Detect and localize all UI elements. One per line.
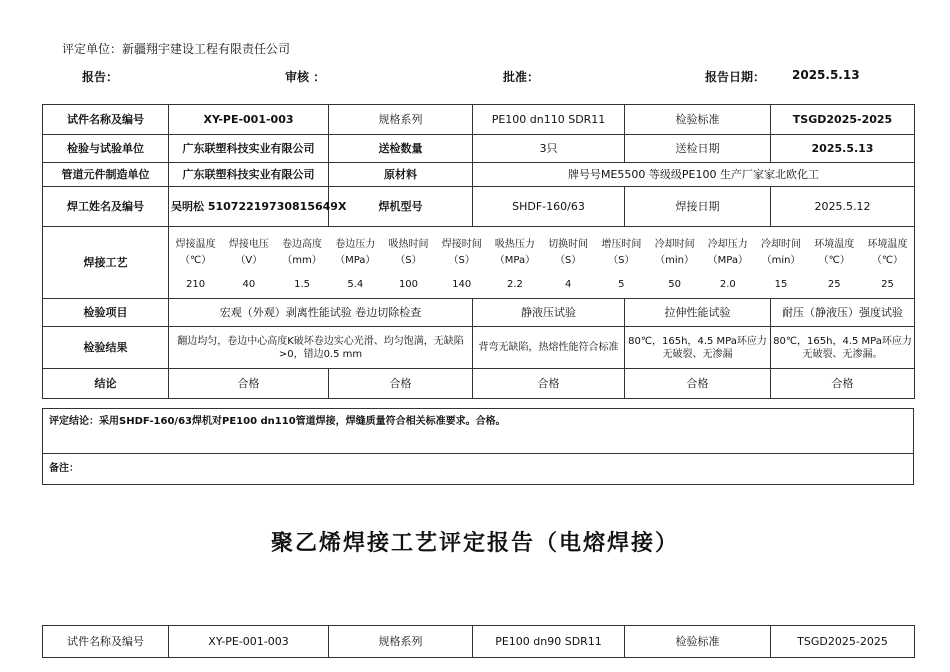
process-param-name: 冷却时间 bbox=[761, 238, 802, 250]
conclusion-4: 合格 bbox=[625, 369, 771, 399]
table-row bbox=[43, 227, 915, 299]
process-param-name: 环境温度 bbox=[814, 238, 855, 250]
process-param bbox=[595, 233, 648, 293]
result-macro: 翻边均匀，卷边中心高度K破坏卷边实心光滑、均匀饱满，无缺陷 >0，错边0.5 mm bbox=[169, 327, 473, 369]
process-param-name: 增压时间 bbox=[601, 238, 642, 250]
spec-series-value: PE100 dn110 SDR11 bbox=[473, 105, 625, 135]
manufacturer-label: 管道元件制造单位 bbox=[43, 163, 169, 187]
standard-label: 检验标准 bbox=[625, 626, 771, 658]
item-pressure: 耐压（静液压）强度试验 bbox=[771, 299, 915, 327]
evaluation-conclusion: 评定结论：采用SHDF-160/63焊机对PE100 dn110管道焊接，焊缝质量符合相关标准要求。合格。 bbox=[49, 416, 506, 427]
conclusion-2: 合格 bbox=[329, 369, 473, 399]
review-label: 审核 ： bbox=[285, 70, 326, 84]
process-param-value: 25 bbox=[827, 278, 841, 290]
standard-value: TSGD2025-2025 bbox=[771, 105, 915, 135]
process-param-name: 吸热压力 bbox=[494, 238, 535, 250]
process-param-unit: （V） bbox=[235, 254, 263, 266]
table-row bbox=[43, 299, 915, 327]
specimen-label: 试件名称及编号 bbox=[43, 105, 169, 135]
result-pressure: 80℃，165h，4.5 MPa环应力无破裂、无渗漏。 bbox=[771, 327, 915, 369]
standard-value: TSGD2025-2025 bbox=[771, 626, 915, 658]
process-param-unit: （min） bbox=[761, 254, 801, 266]
spec-series-label: 规格系列 bbox=[329, 626, 473, 658]
process-param bbox=[435, 233, 488, 293]
page-title: 聚乙烯焊接工艺评定报告（电熔焊接） bbox=[270, 530, 679, 556]
specimen-value: XY-PE-001-003 bbox=[169, 626, 329, 658]
welder-label: 焊工姓名及编号 bbox=[43, 187, 169, 227]
process-param-unit: （min） bbox=[655, 254, 694, 266]
process-param-unit: （℃） bbox=[818, 254, 850, 266]
process-param bbox=[808, 233, 861, 293]
standard-label: 检验标准 bbox=[625, 105, 771, 135]
table-row bbox=[43, 626, 915, 658]
notes-box bbox=[42, 453, 914, 485]
table-row bbox=[43, 163, 915, 187]
process-params-cell bbox=[169, 227, 915, 299]
process-param-unit: （mm） bbox=[282, 254, 322, 266]
process-param-name: 焊接电压 bbox=[228, 238, 269, 250]
process-param-value: 50 bbox=[668, 278, 681, 290]
process-param-name: 卷边压力 bbox=[335, 238, 376, 250]
process-param-name: 焊接温度 bbox=[175, 238, 216, 250]
report-date-value: 2025.5.13 bbox=[792, 68, 860, 82]
process-param-name: 冷却压力 bbox=[707, 238, 748, 250]
process-param-unit: （℃） bbox=[871, 254, 904, 266]
process-param-name: 环境温度 bbox=[867, 238, 908, 250]
machine-value: SHDF-160/63 bbox=[473, 187, 625, 227]
approve-label: 批准： bbox=[503, 70, 540, 84]
process-param-value: 4 bbox=[564, 278, 572, 290]
process-param-unit: （S） bbox=[395, 254, 422, 266]
process-param-unit: （S） bbox=[554, 254, 582, 266]
table-row bbox=[43, 105, 915, 135]
process-param-value: 5.4 bbox=[347, 278, 364, 290]
process-param-value: 2.2 bbox=[506, 278, 523, 290]
process-param-value: 40 bbox=[242, 278, 256, 290]
process-param bbox=[701, 233, 754, 293]
process-param-unit: （MPa） bbox=[494, 254, 536, 266]
process-param-unit: （S） bbox=[448, 254, 475, 266]
conclusion-3: 合格 bbox=[473, 369, 625, 399]
conclusion-5: 合格 bbox=[771, 369, 915, 399]
process-param-value: 2.0 bbox=[719, 278, 736, 290]
test-unit-label: 检验与试验单位 bbox=[43, 135, 169, 163]
process-param-value: 140 bbox=[452, 278, 472, 290]
process-param bbox=[222, 233, 275, 293]
quantity-value: 3只 bbox=[473, 135, 625, 163]
process-param-value: 100 bbox=[398, 278, 419, 290]
process-param bbox=[275, 233, 328, 293]
quantity-label: 送检数量 bbox=[329, 135, 473, 163]
process-param-value: 5 bbox=[618, 278, 625, 290]
process-param-unit: （MPa） bbox=[707, 254, 748, 266]
evaluation-box bbox=[42, 408, 914, 454]
material-label: 原材料 bbox=[329, 163, 473, 187]
process-param-name: 切换时间 bbox=[548, 238, 589, 250]
submit-date-value: 2025.5.13 bbox=[771, 135, 915, 163]
process-param-name: 焊接时间 bbox=[441, 238, 482, 250]
table-row bbox=[43, 369, 915, 399]
notes-label: 备注： bbox=[49, 463, 79, 474]
manufacturer-value: 广东联塑科技实业有限公司 bbox=[169, 163, 329, 187]
evaluation-unit: 评定单位：新疆翔宇建设工程有限责任公司 bbox=[62, 42, 291, 56]
process-param-value: 25 bbox=[881, 278, 894, 290]
process-param-value: 15 bbox=[774, 278, 788, 290]
welder-value: 吴明松 51072219730815649X bbox=[169, 187, 329, 227]
machine-label: 焊机型号 bbox=[329, 187, 473, 227]
process-param bbox=[542, 233, 595, 293]
item-macro: 宏观（外观）剥离性能试验 卷边切除检查 bbox=[169, 299, 473, 327]
report-label: 报告： bbox=[82, 70, 119, 84]
process-param bbox=[861, 233, 914, 293]
weld-date-value: 2025.5.12 bbox=[771, 187, 915, 227]
items-label: 检验项目 bbox=[43, 299, 169, 327]
material-value: 牌号号ME5500 等级级PE100 生产厂家家北欧化工 bbox=[473, 163, 915, 187]
weld-date-label: 焊接日期 bbox=[625, 187, 771, 227]
table-row bbox=[43, 187, 915, 227]
table-row bbox=[43, 135, 915, 163]
report-table bbox=[42, 104, 915, 399]
process-param bbox=[329, 233, 382, 293]
results-label: 检验结果 bbox=[43, 327, 169, 369]
conclusion-label: 结论 bbox=[43, 369, 169, 399]
spec-series-value: PE100 dn90 SDR11 bbox=[473, 626, 625, 658]
process-param-unit: （℃） bbox=[179, 254, 212, 266]
conclusion-1: 合格 bbox=[169, 369, 329, 399]
test-unit-value: 广东联塑科技实业有限公司 bbox=[169, 135, 329, 163]
process-param-name: 吸热时间 bbox=[388, 238, 429, 250]
process-label: 焊接工艺 bbox=[43, 227, 169, 299]
process-param bbox=[382, 233, 435, 293]
spec-series-label: 规格系列 bbox=[329, 105, 473, 135]
process-param-name: 冷却时间 bbox=[654, 238, 695, 250]
process-param-value: 210 bbox=[186, 278, 206, 290]
item-hydro: 静液压试验 bbox=[473, 299, 625, 327]
process-param bbox=[488, 233, 541, 293]
result-bend: 背弯无缺陷，热熔性能符合标准 bbox=[473, 327, 625, 369]
process-param-name: 卷边高度 bbox=[282, 238, 323, 250]
process-param bbox=[754, 233, 807, 293]
process-param-unit: （MPa） bbox=[335, 254, 376, 266]
result-tensile: 80℃，165h，4.5 MPa环应力无破裂、无渗漏 bbox=[625, 327, 771, 369]
process-param-value: 1.5 bbox=[294, 278, 310, 290]
report-table-2 bbox=[42, 625, 915, 658]
table-row bbox=[43, 327, 915, 369]
specimen-label: 试件名称及编号 bbox=[43, 626, 169, 658]
specimen-value: XY-PE-001-003 bbox=[169, 105, 329, 135]
process-param-unit: （S） bbox=[608, 254, 635, 266]
submit-date-label: 送检日期 bbox=[625, 135, 771, 163]
item-tensile: 拉伸性能试验 bbox=[625, 299, 771, 327]
process-param bbox=[169, 233, 222, 293]
process-param bbox=[648, 233, 701, 293]
report-date-label: 报告日期： bbox=[705, 70, 766, 84]
